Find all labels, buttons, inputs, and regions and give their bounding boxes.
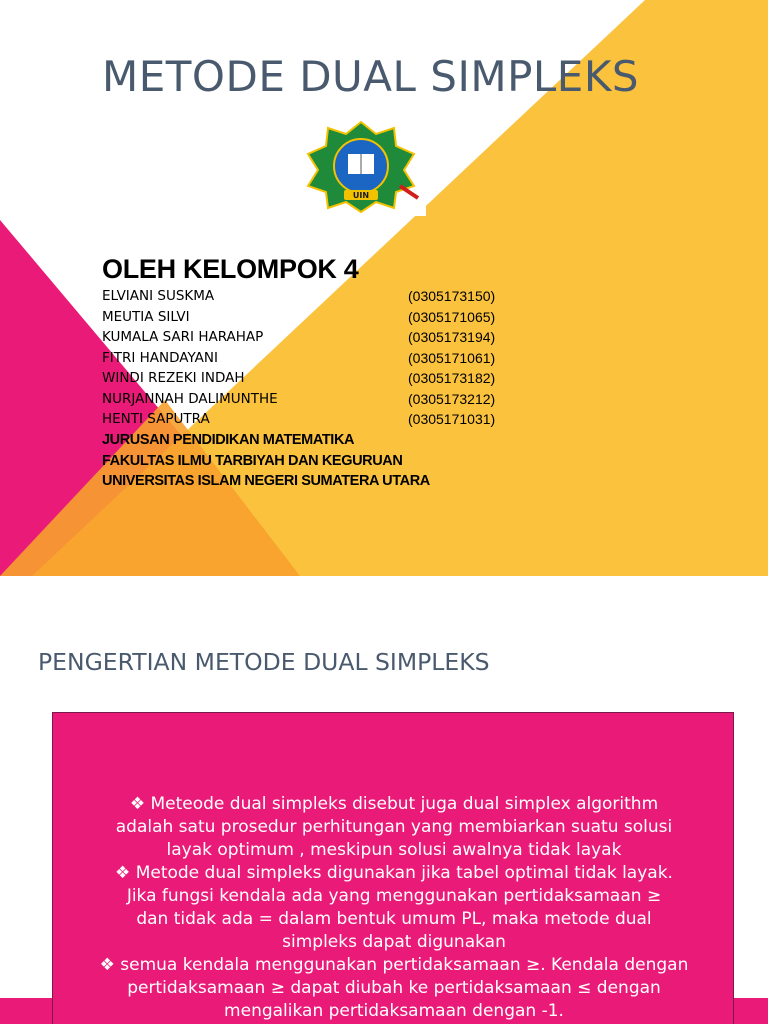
- logo-text: UIN: [352, 191, 370, 200]
- definition-text: [53, 793, 735, 1023]
- member-row: [102, 370, 542, 391]
- text-line: layak optimum , meskipun solusi awalnya tidak layak: [166, 840, 622, 860]
- group-title: OLEH KELOMPOK 4: [102, 254, 359, 284]
- member-nim: (0305171031): [408, 411, 496, 427]
- member-row: [102, 329, 542, 350]
- university-logo-icon: [296, 116, 426, 216]
- member-list: [102, 288, 542, 432]
- member-name: HENTI SAPUTRA: [102, 411, 210, 427]
- member-nim: (0305173194): [408, 329, 496, 345]
- text-line: ❖ semua kendala menggunakan pertidaksamaan ≥. Kendala dengan: [99, 955, 689, 975]
- member-nim: (0305173150): [408, 288, 496, 304]
- member-row: [102, 391, 542, 412]
- slide-title: METODE DUAL SIMPLEKS: [102, 52, 640, 101]
- member-name: NURJANNAH DALIMUNTHE: [102, 390, 278, 407]
- definition-box: [52, 712, 734, 1024]
- member-name: ELVIANI SUSKMA: [102, 288, 215, 304]
- institution-block: [102, 432, 430, 494]
- university-label: UNIVERSITAS ISLAM NEGERI SUMATERA UTARA: [102, 473, 430, 489]
- member-name: KUMALA SARI HARAHAP: [102, 329, 264, 345]
- member-row: [102, 309, 542, 330]
- member-row: [102, 288, 542, 309]
- definition-slide: [0, 576, 768, 1024]
- member-name: WINDI REZEKI INDAH: [102, 370, 245, 386]
- text-line: pertidaksamaan ≥ dapat diubah ke pertidaksamaan ≤ dengan: [127, 978, 661, 998]
- text-line: ❖ Metode dual simpleks digunakan jika tabel optimal tidak layak.: [115, 863, 673, 883]
- member-nim: (0305173212): [408, 390, 496, 407]
- member-name: MEUTIA SILVI: [102, 308, 190, 325]
- member-nim: (0305173182): [408, 370, 496, 386]
- member-name: FITRI HANDAYANI: [102, 349, 218, 366]
- text-line: ❖ Meteode dual simpleks disebut juga dual simplex algorithm: [129, 794, 659, 814]
- member-row: [102, 411, 542, 432]
- member-nim: (0305171065): [408, 308, 496, 325]
- text-line: Jika fungsi kendala ada yang menggunakan pertidaksamaan ≥: [126, 886, 662, 906]
- text-line: dan tidak ada = dalam bentuk umum PL, maka metode dual: [136, 909, 652, 929]
- text-line: adalah satu prosedur perhitungan yang membiarkan suatu solusi: [115, 817, 673, 837]
- section-title: PENGERTIAN METODE DUAL SIMPLEKS: [38, 648, 490, 676]
- department-label: JURUSAN PENDIDIKAN MATEMATIKA: [102, 432, 355, 448]
- member-row: [102, 350, 542, 371]
- member-nim: (0305171061): [408, 349, 496, 366]
- faculty-label: FAKULTAS ILMU TARBIYAH DAN KEGURUAN: [102, 452, 403, 469]
- text-line: mengalikan pertidaksamaan dengan -1.: [224, 1001, 564, 1021]
- text-line: simpleks dapat digunakan: [282, 932, 506, 952]
